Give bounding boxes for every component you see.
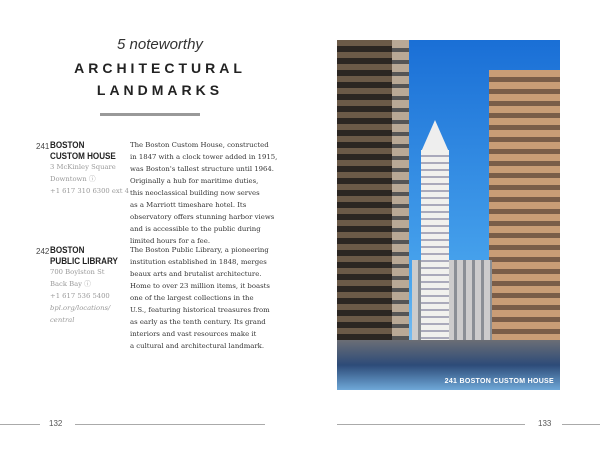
custom-house-photo: [337, 40, 560, 390]
entry-info: [50, 161, 130, 197]
website-cont: central: [50, 316, 75, 324]
entry-title: BOSTON CUSTOM HOUSE: [50, 140, 116, 162]
entry-description: The Boston Custom House, constructed in 1847 with a clock tower added in 1915, was Boston's tallest structure until 1964. Originally a hub for maritime duties, this neoclassical building now serves as a Marriott timeshare hotel. Its observatory offers stunning harbor views and is accessible to the public during limited hours for a fee.: [130, 141, 278, 245]
tower-spire: [421, 120, 449, 152]
entry-number: 241: [36, 142, 50, 151]
address: 700 Boylston St: [50, 268, 105, 276]
neighborhood: Back Bay ⓘ: [50, 280, 91, 288]
left-building-facade: [392, 40, 409, 345]
footer-rule: [337, 424, 525, 425]
title-divider: [100, 113, 200, 116]
page-number-left: 132: [49, 419, 63, 428]
footer-rule: [0, 424, 40, 425]
website: bpl.org/locations/: [50, 304, 111, 312]
entry-description: The Boston Public Library, a pioneering institution established in 1848, merges beaux arts and brutalist architecture. Home to over 23 million items, it boasts one of the largest collections in the U.S., featuring historical treasures from as early as the tenth century. Its grand interiors and vast resources make it a cultural and architectural landmark.: [130, 246, 270, 350]
footer-rule: [75, 424, 265, 425]
subtitle: 5 noteworthy: [117, 36, 203, 53]
entry-number: 242: [36, 247, 50, 256]
page-title-line2: LANDMARKS: [96, 82, 224, 98]
footer-rule: [562, 424, 600, 425]
entry-title: BOSTON PUBLIC LIBRARY: [50, 245, 118, 267]
phone: +1 617 310 6300 ext 4: [50, 187, 129, 195]
page-title-line1: ARCHITECTURAL: [74, 60, 246, 76]
clock-tower: [421, 150, 449, 350]
phone: +1 617 536 5400: [50, 292, 110, 300]
right-building: [489, 70, 560, 345]
entry-info: [50, 266, 130, 326]
address: 3 McKinley Square: [50, 163, 116, 171]
neighborhood: Downtown ⓘ: [50, 175, 96, 183]
page-number-right: 133: [538, 419, 552, 428]
photo-caption: 241 BOSTON CUSTOM HOUSE: [444, 378, 554, 385]
